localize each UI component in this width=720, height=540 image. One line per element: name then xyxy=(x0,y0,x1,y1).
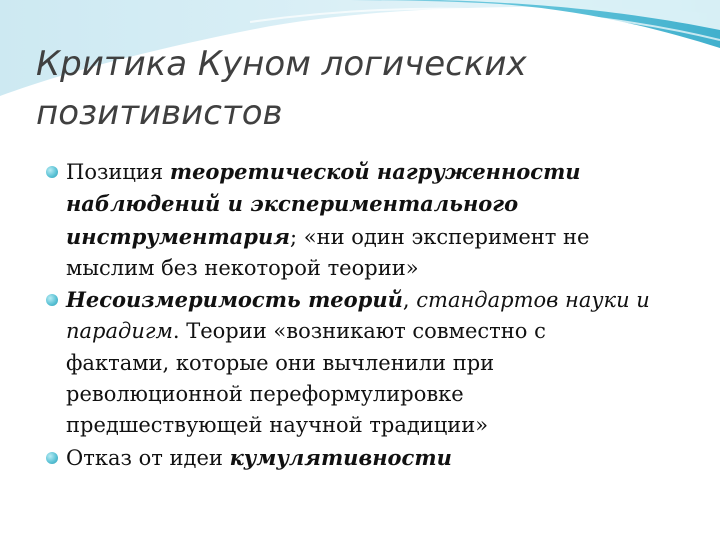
emphasis-text: Несоизмеримость теорий xyxy=(66,287,403,313)
text-run: Позиция xyxy=(66,160,170,184)
text-line xyxy=(66,410,686,441)
italic-text: стандартов науки и xyxy=(416,288,650,313)
emphasis-text: кумулятивности xyxy=(229,444,452,470)
text-line xyxy=(66,188,686,220)
text-line xyxy=(66,379,686,410)
emphasis-text: теоретической нагруженности xyxy=(169,159,581,184)
bullet-item xyxy=(46,442,686,474)
text-run: фактами, которые они вычленили при xyxy=(66,350,495,375)
text-run: , xyxy=(402,288,417,313)
bullet-item xyxy=(46,284,686,441)
text-line xyxy=(66,316,686,347)
text-run: мыслим без некоторой теории» xyxy=(66,255,419,280)
bullet-dot-icon xyxy=(46,452,58,464)
text-run: Отказ от идеи xyxy=(66,445,230,470)
text-line xyxy=(66,442,686,474)
title-line: позитивистов xyxy=(36,93,283,133)
text-run: революционной переформулировке xyxy=(66,382,464,407)
bullet-dot-icon xyxy=(46,294,58,306)
bullet-list xyxy=(46,156,686,474)
text-run: предшествующей научной традиции» xyxy=(66,413,489,438)
text-run: . Теории «возникают совместно с xyxy=(172,319,546,344)
emphasis-text: наблюдений и экспериментального xyxy=(66,191,519,217)
text-line xyxy=(66,284,686,316)
text-line xyxy=(66,348,686,379)
title-line: Критика Куном логических xyxy=(36,44,527,84)
bullet-dot-icon xyxy=(46,166,58,178)
slide-title xyxy=(36,40,686,138)
bullet-item xyxy=(46,156,686,284)
text-run: ; «ни один эксперимент не xyxy=(289,224,590,249)
text-line xyxy=(66,156,686,188)
text-line xyxy=(66,221,686,253)
emphasis-text: инструментария xyxy=(66,223,290,249)
text-line xyxy=(66,253,686,284)
italic-text: парадигм xyxy=(66,319,173,344)
